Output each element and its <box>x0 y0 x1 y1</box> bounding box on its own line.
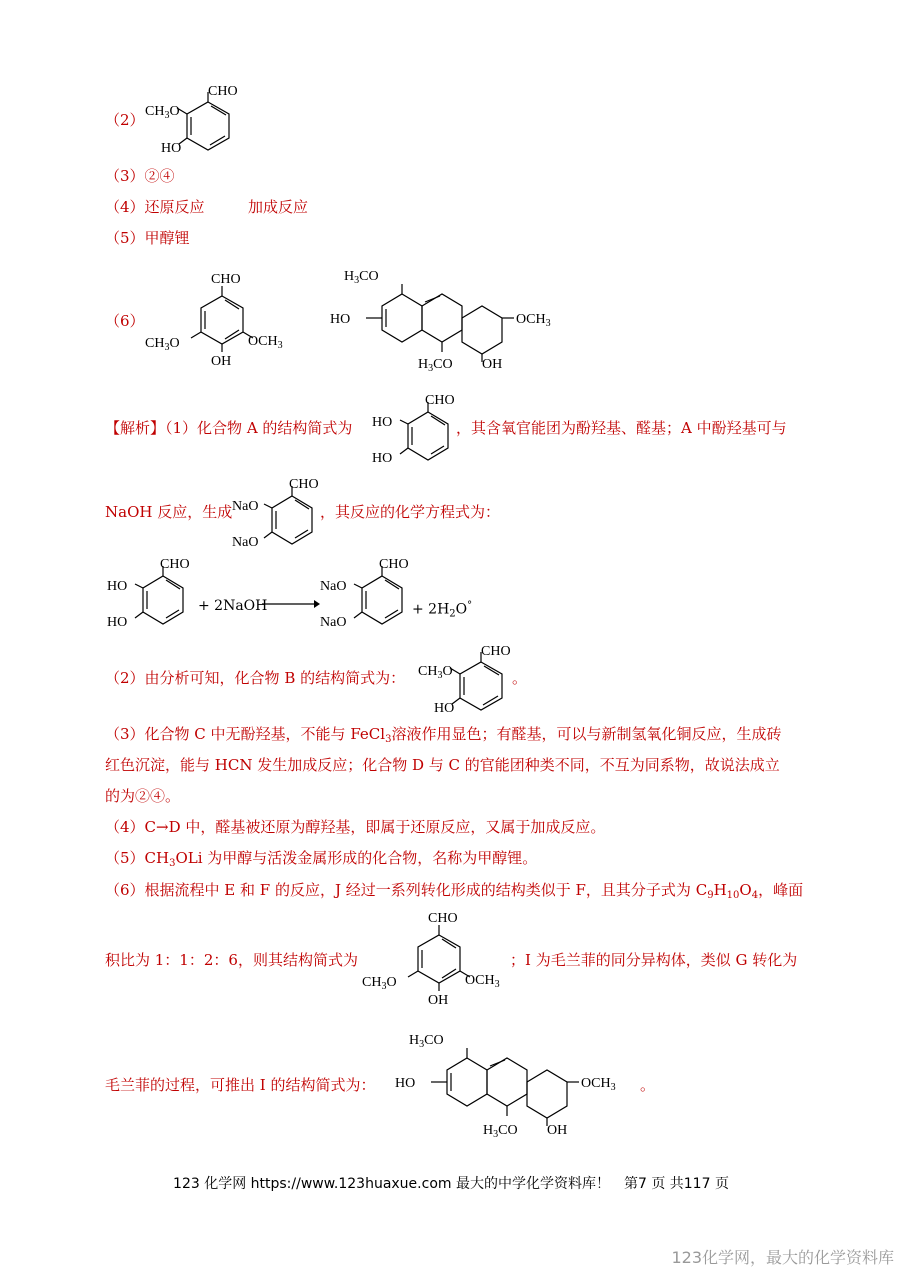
page-footer: 123 化学网 https://www.123huaxue.com 最大的中学化学资料库！ 第7 页 共117 页 <box>173 1176 729 1192</box>
svg-text:HO: HO <box>372 451 393 466</box>
svg-text:CHO: CHO <box>425 393 455 408</box>
analysis-1-line2b: ，其反应的化学方程式为： <box>320 503 501 521</box>
answer-6-label: （6） <box>105 312 145 330</box>
svg-text:CHO: CHO <box>160 557 190 572</box>
equation-naoh: + 2NaOH <box>198 598 268 614</box>
analysis-2-end: 。 <box>512 669 528 687</box>
svg-text:OH: OH <box>211 354 232 369</box>
svg-text:H3CO: $H_3CO$ <box>344 269 379 286</box>
analysis-1-line1: 【解析】（1）化合物 A 的结构简式为 <box>105 419 353 437</box>
analysis-4: （4）C→D 中，醛基被还原为醇羟基，即属于还原反应，又属于加成反应。 <box>105 818 606 836</box>
svg-text:H3CO: $H_3CO$ <box>483 1123 518 1140</box>
equation-reactant <box>105 552 205 632</box>
svg-text:OH: OH <box>428 993 449 1008</box>
svg-text:HO: HO <box>161 141 182 156</box>
structure-a-sodium-salt <box>230 472 330 552</box>
structure-j <box>362 905 512 1009</box>
analysis-6-line1: （6）根据流程中 E 和 F 的反应，J 经过一系列转化形成的结构类似于 F，且其分子式为 $C_9H_{10}O_4$，峰面 <box>105 881 804 901</box>
equation-product <box>320 552 420 632</box>
structure-i-answer <box>330 264 560 374</box>
svg-text:OCH3: $OCH_3$ <box>465 973 500 990</box>
svg-text:CH3O: $CH_3O$ <box>362 975 397 992</box>
answer-4: （4）还原反应 <box>105 198 205 216</box>
watermark: 123化学网，最大的化学资料库 <box>671 1248 894 1267</box>
analysis-1-line1b: ，其含氧官能团为酚羟基、醛基；A 中酚羟基可与 <box>456 419 787 437</box>
analysis-6-line3-end: 。 <box>640 1076 656 1094</box>
svg-text:OH: OH <box>482 357 503 372</box>
svg-text:HO: HO <box>395 1076 416 1091</box>
svg-text:CHO: CHO <box>208 84 238 99</box>
svg-text:CHO: CHO <box>289 477 319 492</box>
svg-text:NaO: NaO <box>232 535 259 550</box>
svg-text:HO: HO <box>330 312 351 327</box>
structure-j-answer <box>145 266 295 370</box>
structure-a <box>370 388 470 468</box>
svg-text:CHO: CHO <box>379 557 409 572</box>
svg-text:OH: OH <box>547 1123 568 1138</box>
reaction-arrow <box>262 598 320 610</box>
equation-water: + $2H_2O^\circ$ <box>412 600 473 620</box>
svg-text:CH3O: $CH_3O$ <box>418 664 453 681</box>
svg-text:OCH3: $OCH_3$ <box>516 312 551 329</box>
analysis-6-line2b: ；I 为毛兰菲的同分异构体，类似 G 转化为 <box>510 951 798 969</box>
svg-text:CHO: CHO <box>428 911 458 926</box>
answer-4-extra: 加成反应 <box>248 198 309 216</box>
svg-text:H3CO: $H_3CO$ <box>418 357 453 374</box>
analysis-3-line3: 的为②④。 <box>105 787 181 805</box>
answer-3: （3）②④ <box>105 167 175 185</box>
svg-text:CH3O: $CH_3O$ <box>145 336 180 353</box>
svg-text:OCH3: $OCH_3$ <box>248 334 283 351</box>
analysis-5: $(5)CH_3OLi$ 为甲醇与活泼金属形成的化合物，名称为甲醇锂。 <box>105 849 538 869</box>
structure-b-answer <box>145 78 255 158</box>
svg-text:HO: HO <box>107 615 128 630</box>
svg-text:HO: HO <box>372 415 393 430</box>
svg-text:NaO: NaO <box>320 579 347 594</box>
answer-5: （5）甲醇锂 <box>105 229 190 247</box>
analysis-6-line3: 毛兰菲的过程，可推出 I 的结构简式为： <box>105 1076 376 1094</box>
analysis-2: （2）由分析可知，化合物 B 的结构简式为： <box>105 669 406 687</box>
structure-i <box>395 1028 625 1140</box>
analysis-1-line2: NaOH 反应，生成 <box>105 503 233 521</box>
svg-text:CHO: CHO <box>481 644 511 659</box>
answer-2-label: （2） <box>105 111 145 129</box>
svg-text:HO: HO <box>107 579 128 594</box>
analysis-3-line1: （3）化合物 C 中无酚羟基，不能与 FeCl$_3$溶液作用显色；有醛基，可以与新制氢氧化铜反应，生成砖 <box>105 725 782 745</box>
svg-text:H3CO: $H_3CO$ <box>409 1033 444 1050</box>
svg-text:NaO: NaO <box>232 499 259 514</box>
svg-text:HO: HO <box>434 701 455 716</box>
svg-text:CH3O: $CH_3O$ <box>145 104 180 121</box>
analysis-6-line2a: 积比为 1：1：2：6，则其结构简式为 <box>105 951 358 969</box>
svg-text:NaO: NaO <box>320 615 347 630</box>
analysis-3-line2: 红色沉淀，能与 HCN 发生加成反应；化合物 D 与 C 的官能团种类不同，不互为同系物，故说法成立 <box>105 756 780 774</box>
svg-text:OCH3: $OCH_3$ <box>581 1076 616 1093</box>
svg-text:CHO: CHO <box>211 272 241 287</box>
